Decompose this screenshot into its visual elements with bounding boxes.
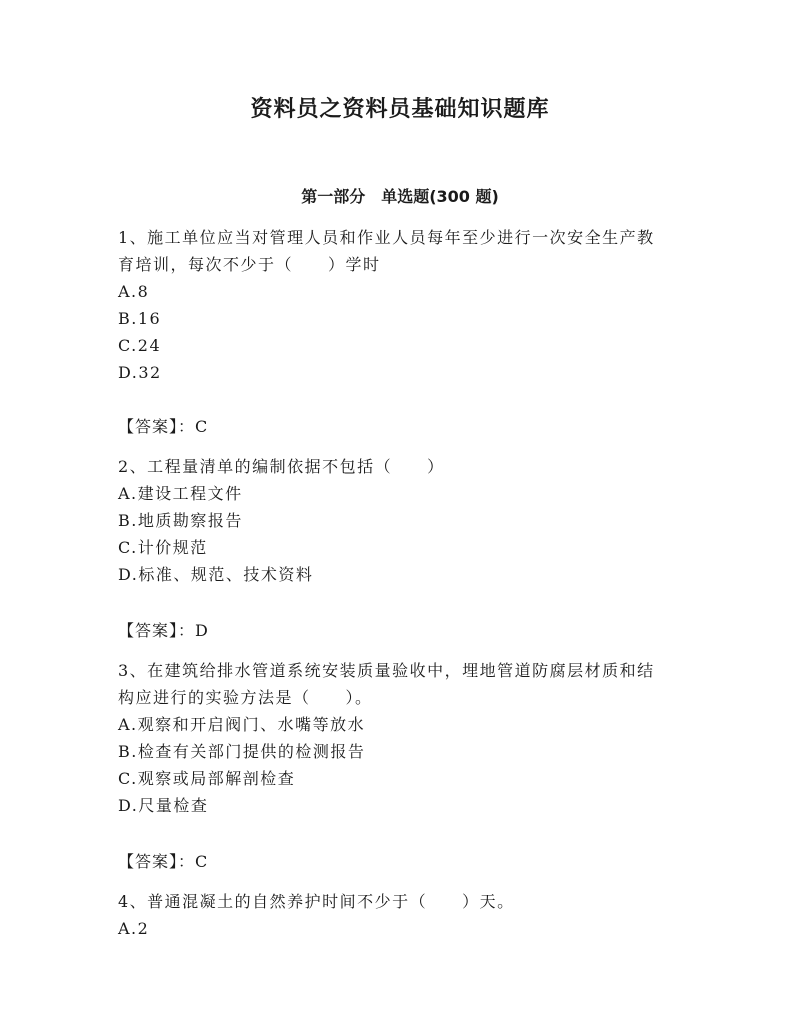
option-c: C.24: [118, 336, 162, 355]
question-stem-line: 构应进行的实验方法是（ ）。: [118, 688, 373, 707]
question-2: [118, 453, 698, 588]
question-4: [118, 888, 698, 942]
question-stem-line: 2、工程量清单的编制依据不包括（ ）: [118, 457, 445, 476]
option-d: D.标准、规范、技术资料: [118, 565, 314, 584]
question-3: [118, 657, 698, 819]
option-a: A.观察和开启阀门、水嘴等放水: [118, 715, 366, 734]
option-a: A.8: [118, 282, 150, 301]
answer-1: 【答案】：C: [118, 417, 209, 436]
question-1: [118, 224, 698, 386]
option-b: B.16: [118, 309, 162, 328]
section-title: 第一部分 单选题(300 题): [301, 187, 499, 206]
question-stem-line: 1、施工单位应当对管理人员和作业人员每年至少进行一次安全生产教: [118, 228, 655, 247]
option-a: A.2: [118, 919, 150, 938]
document-title: 资料员之资料员基础知识题库: [250, 97, 550, 122]
question-stem-line: 4、普通混凝土的自然养护时间不少于（ ）天。: [118, 892, 515, 911]
option-c: C.计价规范: [118, 538, 208, 557]
option-b: B.地质勘察报告: [118, 511, 243, 530]
option-c: C.观察或局部解剖检查: [118, 769, 296, 788]
question-stem-line: 育培训，每次不少于（ ）学时: [118, 255, 381, 274]
option-b: B.检查有关部门提供的检测报告: [118, 742, 366, 761]
question-stem-line: 3、在建筑给排水管道系统安装质量验收中，埋地管道防腐层材质和结: [118, 661, 655, 680]
option-a: A.建设工程文件: [118, 484, 243, 503]
option-d: D.尺量检查: [118, 796, 209, 815]
option-d: D.32: [118, 363, 162, 382]
answer-3: 【答案】：C: [118, 852, 209, 871]
answer-2: 【答案】：D: [118, 621, 209, 640]
